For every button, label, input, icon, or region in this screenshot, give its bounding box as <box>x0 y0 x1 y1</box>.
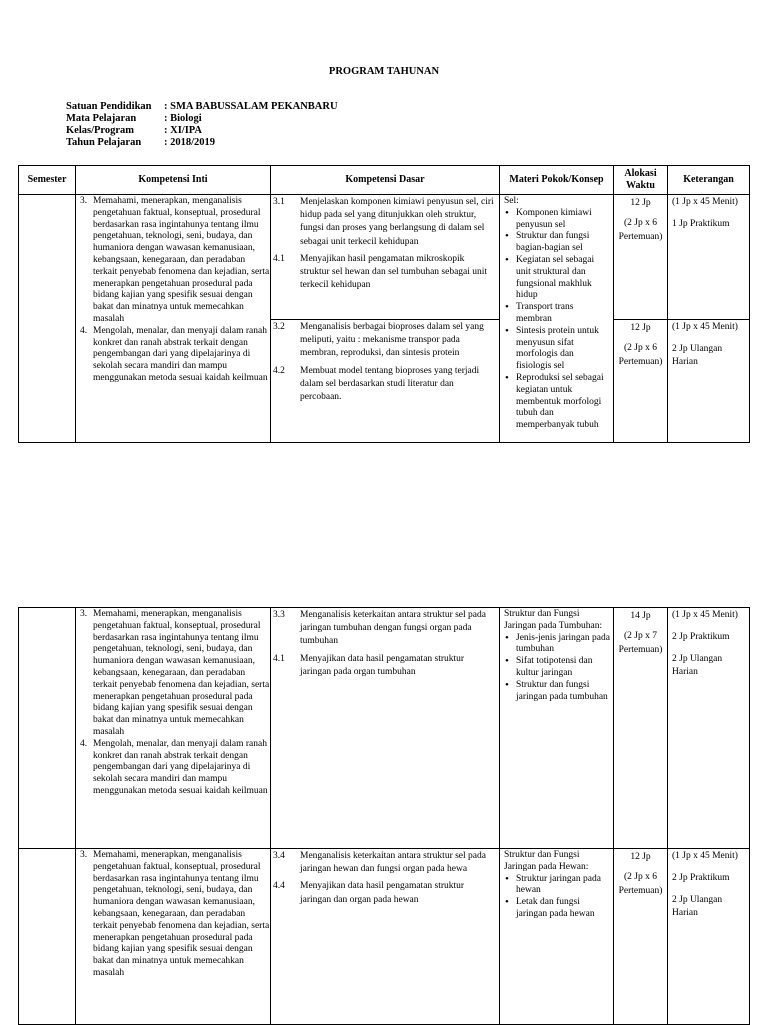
keterangan-line: 1 Jp Praktikum <box>672 219 730 229</box>
kd-number: 3.3 <box>273 610 285 620</box>
materi-item: • Letak dan fungsi jaringan pada hewan <box>514 897 611 921</box>
ki-cell <box>76 608 271 849</box>
keterangan-cell <box>668 849 750 1025</box>
semester-cell <box>19 608 76 849</box>
info-value: : XI/IPA <box>164 125 203 136</box>
keterangan-line: (1 Jp x 45 Menit) <box>672 322 738 332</box>
kd-cell <box>271 608 500 849</box>
alokasi-detail: (2 Jp x 6 Pertemuan) <box>618 872 663 896</box>
materi-item: • Struktur dan fungsi bagian-bagian sel <box>514 231 611 255</box>
materi-cell <box>500 195 614 443</box>
kd-text: Menganalisis berbagai bioproses dalam sel yang meliputi, yaitu : mekanisme transpor pada membran, reproduksi, dan sintesis protein <box>300 322 484 359</box>
keterangan-line: 2 Jp Ulangan Harian <box>672 654 723 677</box>
materi-item: • Jenis-jenis jaringan pada tumbuhan <box>514 633 611 657</box>
ki-text: Mengolah, menalar, dan menyaji dalam ranah konkret dan ranah abstrak terkait dengan pengembangan dari yang dipelajarinya di sekolah secara mandiri dan mampu menggunakan metoda sesuai kaidah keilmuan <box>93 325 268 383</box>
materi-item: • Kegiatan sel sebagai unit struktural dan fungsional makhluk hidup <box>514 255 611 302</box>
ki-text: Memahami, menerapkan, menganalisis pengetahuan faktual, konseptual, prosedural berdasarkan rasa ingintahunya tentang ilmu pengetahuan, teknologi, seni, budaya, dan humaniora dengan wawasan kemanusiaan, kebangsaan, kenegaraan, dan peradaban terkait penyebab fenomena dan kejadian, serta menerapkan pengetahuan prosedural pada bidang kajian yang spesifik sesuai dengan bakat dan minatnya untuk memecahkan masalah <box>93 196 270 324</box>
ki-number: 3. <box>80 609 88 619</box>
ki-text: Memahami, menerapkan, menganalisis pengetahuan faktual, konseptual, prosedural berdasarkan rasa ingintahunya tentang ilmu pengetahuan, teknologi, seni, budaya, dan humaniora dengan wawasan kemanusiaan, kebangsaan, kenegaraan, dan peradaban terkait penyebab fenomena dan kejadian, serta menerapkan pengetahuan prosedural pada bidang kajian yang spesifik sesuai dengan bakat dan minatnya untuk memecahkan masalah <box>93 850 270 978</box>
keterangan-line: 2 Jp Praktikum <box>672 873 730 883</box>
program-table-2 <box>18 607 750 1025</box>
ki-cell <box>76 195 271 443</box>
info-value: : 2018/2019 <box>164 137 216 148</box>
semester-cell <box>19 849 76 1025</box>
ki-text: Memahami, menerapkan, menganalisis pengetahuan faktual, konseptual, prosedural berdasarkan rasa ingintahunya tentang ilmu pengetahuan, teknologi, seni, budaya, dan humaniora dengan wawasan kemanusiaan, kebangsaan, kenegaraan, dan peradaban terkait penyebab fenomena dan kejadian, serta menerapkan pengetahuan prosedural pada bidang kajian yang spesifik sesuai dengan bakat dan minatnya untuk memecahkan masalah <box>93 609 270 737</box>
kd-number: 4.2 <box>273 365 285 376</box>
kd-text: Menyajikan hasil pengamatan mikroskopik struktur sel hewan dan sel tumbuhan sebagai unit terkecil kehidupan <box>300 253 488 291</box>
keterangan-line: (1 Jp x 45 Menit) <box>672 610 738 620</box>
kd-number: 4.4 <box>273 881 285 892</box>
materi-heading: Struktur dan Fungsi Jaringan pada Tumbuhan: <box>504 609 603 631</box>
page-title: PROGRAM TAHUNAN <box>328 66 440 77</box>
kd-number: 3.4 <box>273 851 285 861</box>
kd-number: 4.1 <box>273 653 285 664</box>
kd-cell <box>271 195 500 320</box>
alokasi-cell <box>614 608 668 849</box>
materi-item: • Sifat totipotensi dan kultur jaringan <box>514 656 611 680</box>
ki-cell <box>76 849 271 1025</box>
header-keterangan: Keterangan <box>668 166 750 195</box>
kd-text: Menganalisis keterkaitan antara struktur sel pada jaringan hewan dan fungsi organ pada hewa <box>300 851 486 875</box>
ki-number: 3. <box>80 850 88 860</box>
ki-number: 4. <box>80 325 88 336</box>
info-label: Tahun Pelajaran <box>66 137 142 148</box>
materi-heading: Sel: <box>504 196 519 206</box>
materi-cell <box>500 608 614 849</box>
keterangan-cell <box>668 320 750 443</box>
header-alokasi: Alokasi Waktu <box>614 166 668 195</box>
materi-item: • Struktur dan fungsi jaringan pada tumbuhan <box>514 680 611 704</box>
ki-text: Mengolah, menalar, dan menyaji dalam ranah konkret dan ranah abstrak terkait dengan pengembangan dari yang dipelajarinya di sekolah secara mandiri dan mampu menggunakan metoda sesuai kaidah keilmuan <box>93 738 268 796</box>
kd-cell <box>271 320 500 443</box>
materi-item: • Transport trans membran <box>514 302 611 326</box>
document-info <box>66 101 338 149</box>
kd-text: Menyajikan data hasil pengamatan struktur jaringan dan organ pada hewan <box>300 881 465 905</box>
keterangan-cell <box>668 195 750 320</box>
keterangan-line: 2 Jp Praktikum <box>672 632 730 642</box>
alokasi-detail: (2 Jp x 6 Pertemuan) <box>618 218 663 242</box>
ki-number: 3. <box>80 196 88 206</box>
semester-cell <box>19 195 76 443</box>
header-materi: Materi Pokok/Konsep <box>500 166 614 195</box>
alokasi-total: 12 Jp <box>630 852 651 862</box>
keterangan-line: 2 Jp Ulangan Harian <box>672 895 723 918</box>
info-value: : SMA BABUSSALAM PEKANBARU <box>164 101 338 112</box>
materi-item: • Sintesis protein untuk menyusun sifat morfologis dan fisiologis sel <box>514 326 611 373</box>
header-semester: Semester <box>19 166 76 195</box>
alokasi-detail: (2 Jp x 7 Pertemuan) <box>618 631 663 655</box>
kd-cell <box>271 849 500 1025</box>
kd-text: Membuat model tentang bioproses yang terjadi dalam sel berdasarkan studi literatur dan percobaan. <box>300 365 480 403</box>
info-label: Mata Pelajaran <box>66 113 137 124</box>
materi-cell <box>500 849 614 1025</box>
materi-item: • Struktur jaringan pada hewan <box>514 874 611 898</box>
alokasi-total: 12 Jp <box>630 323 651 333</box>
kd-text: Menjelaskan komponen kimiawi penyusun sel, ciri hidup pada sel yang ditunjukkan oleh struktur, fungsi dan proses yang berlangsung di dalam sel sebagai unit terkecil kehidupan <box>300 197 494 247</box>
keterangan-line: (1 Jp x 45 Menit) <box>672 197 738 207</box>
kd-text: Menyajikan data hasil pengamatan struktur jaringan pada organ tumbuhan <box>300 653 465 677</box>
info-value: : Biologi <box>164 113 202 124</box>
materi-heading: Struktur dan Fungsi Jaringan pada Hewan: <box>504 850 589 872</box>
keterangan-line: (1 Jp x 45 Menit) <box>672 851 738 861</box>
info-label: Kelas/Program <box>66 125 135 136</box>
alokasi-detail: (2 Jp x 6 Pertemuan) <box>618 343 663 367</box>
alokasi-total: 12 Jp <box>630 198 651 208</box>
header-ki: Kompetensi Inti <box>76 166 271 195</box>
kd-number: 3.1 <box>273 197 285 207</box>
alokasi-cell <box>614 320 668 443</box>
materi-item: • Reproduksi sel sebagai kegiatan untuk membentuk morfologi tubuh dan memperbanyak tubuh <box>514 373 611 432</box>
alokasi-cell <box>614 849 668 1025</box>
program-table-1 <box>18 165 750 443</box>
kd-number: 4.1 <box>273 253 285 264</box>
kd-text: Menganalisis keterkaitan antara struktur sel pada jaringan tumbuhan dengan fungsi organ pada tumbuhan <box>300 610 486 647</box>
kd-number: 3.2 <box>273 322 285 332</box>
ki-number: 4. <box>80 738 88 749</box>
keterangan-cell <box>668 608 750 849</box>
keterangan-line: 2 Jp Ulangan Harian <box>672 344 723 367</box>
alokasi-total: 14 Jp <box>630 611 651 621</box>
alokasi-cell <box>614 195 668 320</box>
header-kd: Kompetensi Dasar <box>271 166 500 195</box>
info-label: Satuan Pendidikan <box>66 101 152 112</box>
materi-item: • Komponen kimiawi penyusun sel <box>514 208 611 232</box>
